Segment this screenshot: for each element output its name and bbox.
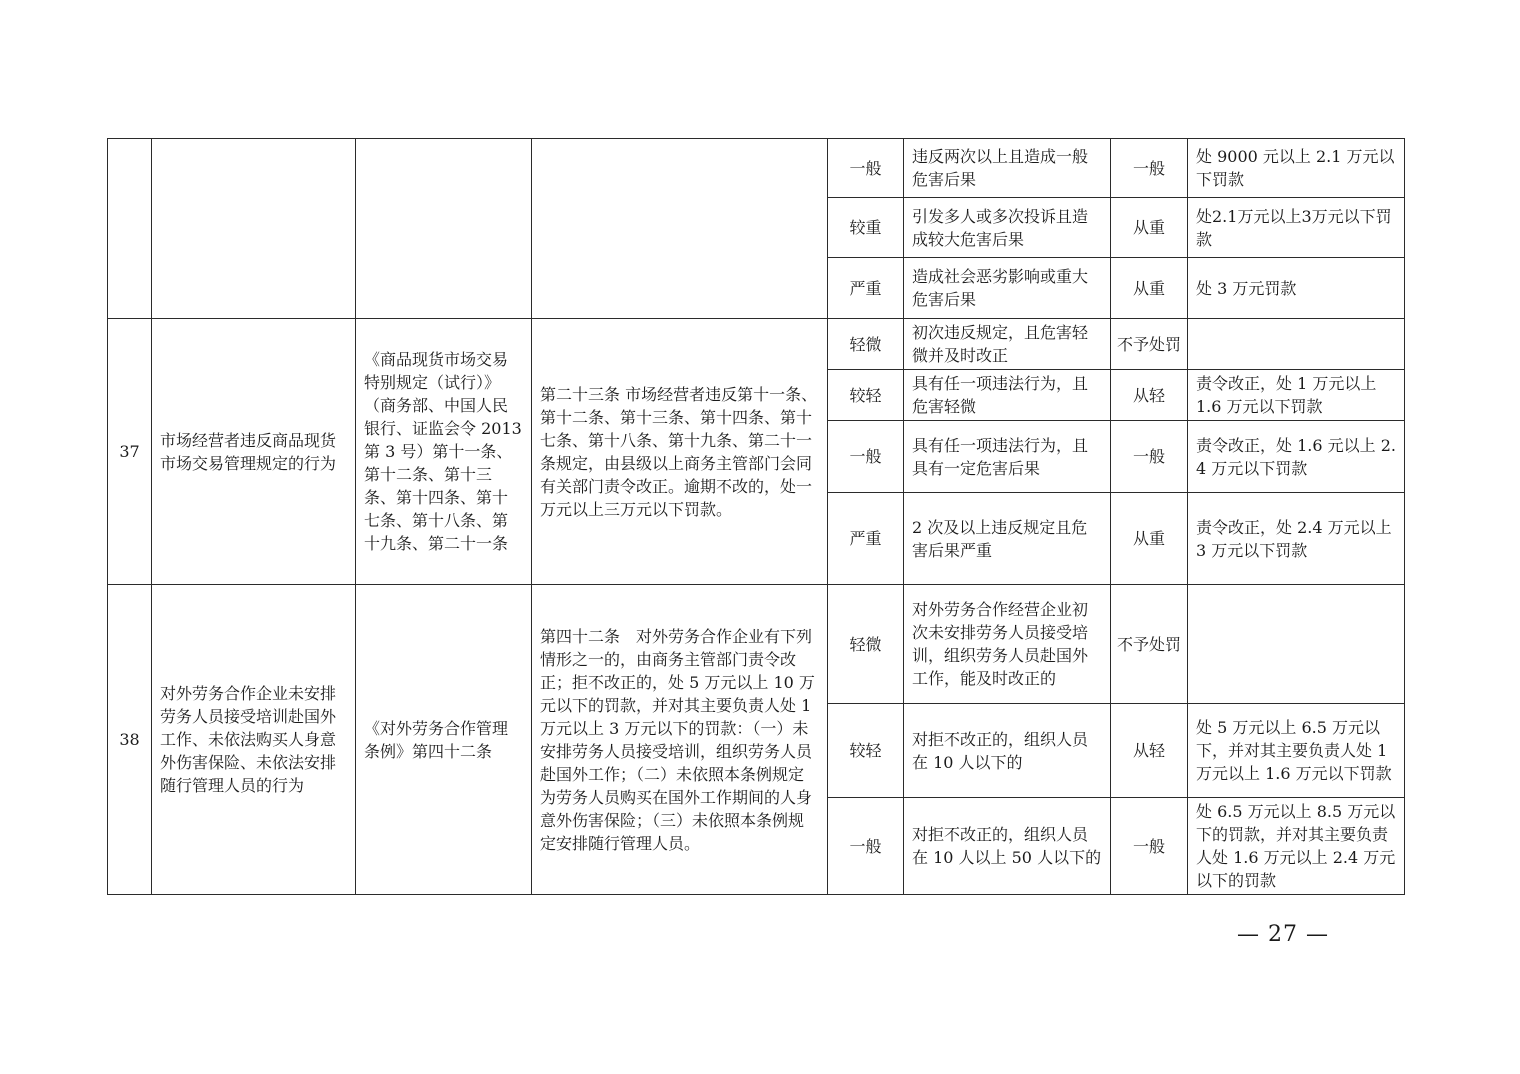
discretion-degree: 从重 [1111, 258, 1188, 319]
discretion-degree: 一般 [1111, 798, 1188, 895]
violation-condition: 对外劳务合作经营企业初次未安排劳务人员接受培训，组织劳务人员赴国外工作，能及时改正的 [904, 585, 1111, 704]
penalty-standard [1188, 319, 1405, 370]
violation-level: 一般 [828, 798, 904, 895]
violation-level: 较轻 [828, 370, 904, 421]
violation-condition: 2 次及以上违反规定且危害后果严重 [904, 493, 1111, 585]
legal-basis [356, 139, 532, 319]
penalty-standard: 责令改正，处 1 万元以上 1.6 万元以下罚款 [1188, 370, 1405, 421]
violation-level: 较重 [828, 198, 904, 258]
penalty-provision [532, 139, 828, 319]
penalty-provision: 第二十三条 市场经营者违反第十一条、第十二条、第十三条、第十四条、第十七条、第十八条、第十九条、第二十一条规定，由县级以上商务主管部门会同有关部门责令改正。逾期不改的，处一万元以上三万元以下罚款。 [532, 319, 828, 585]
discretion-degree: 一般 [1111, 421, 1188, 493]
violation-level: 轻微 [828, 319, 904, 370]
violation-behavior: 对外劳务合作企业未安排劳务人员接受培训赴国外工作、未依法购买人身意外伤害保险、未依法安排随行管理人员的行为 [152, 585, 356, 895]
penalty-standard: 处 6.5 万元以上 8.5 万元以下的罚款，并对其主要负责人处 1.6 万元以上 2.4 万元以下的罚款 [1188, 798, 1405, 895]
table-row [108, 319, 1405, 370]
discretion-degree: 不予处罚 [1111, 585, 1188, 704]
discretion-degree: 一般 [1111, 139, 1188, 198]
violation-condition: 具有任一项违法行为，且具有一定危害后果 [904, 421, 1111, 493]
legal-basis: 《商品现货市场交易特别规定（试行）》（商务部、中国人民银行、证监会令 2013 第 3 号）第十一条、第十二条、第十三条、第十四条、第十七条、第十八条、第十九条、第二十一条 [356, 319, 532, 585]
violation-level: 轻微 [828, 585, 904, 704]
violation-level: 一般 [828, 139, 904, 198]
table-row [108, 139, 1405, 198]
discretion-degree: 不予处罚 [1111, 319, 1188, 370]
violation-level: 严重 [828, 493, 904, 585]
violation-condition: 具有任一项违法行为，且危害轻微 [904, 370, 1111, 421]
violation-behavior: 市场经营者违反商品现货市场交易管理规定的行为 [152, 319, 356, 585]
violation-level: 严重 [828, 258, 904, 319]
item-number: 37 [108, 319, 152, 585]
penalty-provision: 第四十二条 对外劳务合作企业有下列情形之一的，由商务主管部门责令改正；拒不改正的，处 5 万元以上 10 万元以下的罚款，并对其主要负责人处 1 万元以上 3 万元以下的罚款：（一）未安排劳务人员接受培训，组织劳务人员赴国外工作；（二）未依照本条例规定为劳务人员购买在国外工作期间的人身意外伤害保险；（三）未依照本条例规定安排随行管理人员。 [532, 585, 828, 895]
penalty-discretion-table [107, 138, 1405, 895]
penalty-standard: 责令改正，处 1.6 元以上 2.4 万元以下罚款 [1188, 421, 1405, 493]
penalty-standard: 处 3 万元罚款 [1188, 258, 1405, 319]
violation-condition: 初次违反规定，且危害轻微并及时改正 [904, 319, 1111, 370]
penalty-standard: 处2.1万元以上3万元以下罚款 [1188, 198, 1405, 258]
discretion-degree: 从轻 [1111, 370, 1188, 421]
violation-level: 较轻 [828, 704, 904, 798]
table-row [108, 585, 1405, 704]
penalty-standard: 责令改正，处 2.4 万元以上 3 万元以下罚款 [1188, 493, 1405, 585]
violation-condition: 对拒不改正的，组织人员在 10 人以下的 [904, 704, 1111, 798]
discretion-degree: 从重 [1111, 493, 1188, 585]
legal-basis: 《对外劳务合作管理条例》第四十二条 [356, 585, 532, 895]
violation-level: 一般 [828, 421, 904, 493]
discretion-degree: 从轻 [1111, 704, 1188, 798]
violation-condition: 引发多人或多次投诉且造成较大危害后果 [904, 198, 1111, 258]
discretion-degree: 从重 [1111, 198, 1188, 258]
violation-condition: 违反两次以上且造成一般危害后果 [904, 139, 1111, 198]
violation-behavior [152, 139, 356, 319]
violation-condition: 对拒不改正的，组织人员在 10 人以上 50 人以下的 [904, 798, 1111, 895]
item-number: 38 [108, 585, 152, 895]
violation-condition: 造成社会恶劣影响或重大危害后果 [904, 258, 1111, 319]
page-number: — 27 — [1237, 922, 1329, 947]
penalty-standard: 处 9000 元以上 2.1 万元以下罚款 [1188, 139, 1405, 198]
penalty-standard: 处 5 万元以上 6.5 万元以下，并对其主要负责人处 1 万元以上 1.6 万元以下罚款 [1188, 704, 1405, 798]
penalty-standard [1188, 585, 1405, 704]
item-number [108, 139, 152, 319]
